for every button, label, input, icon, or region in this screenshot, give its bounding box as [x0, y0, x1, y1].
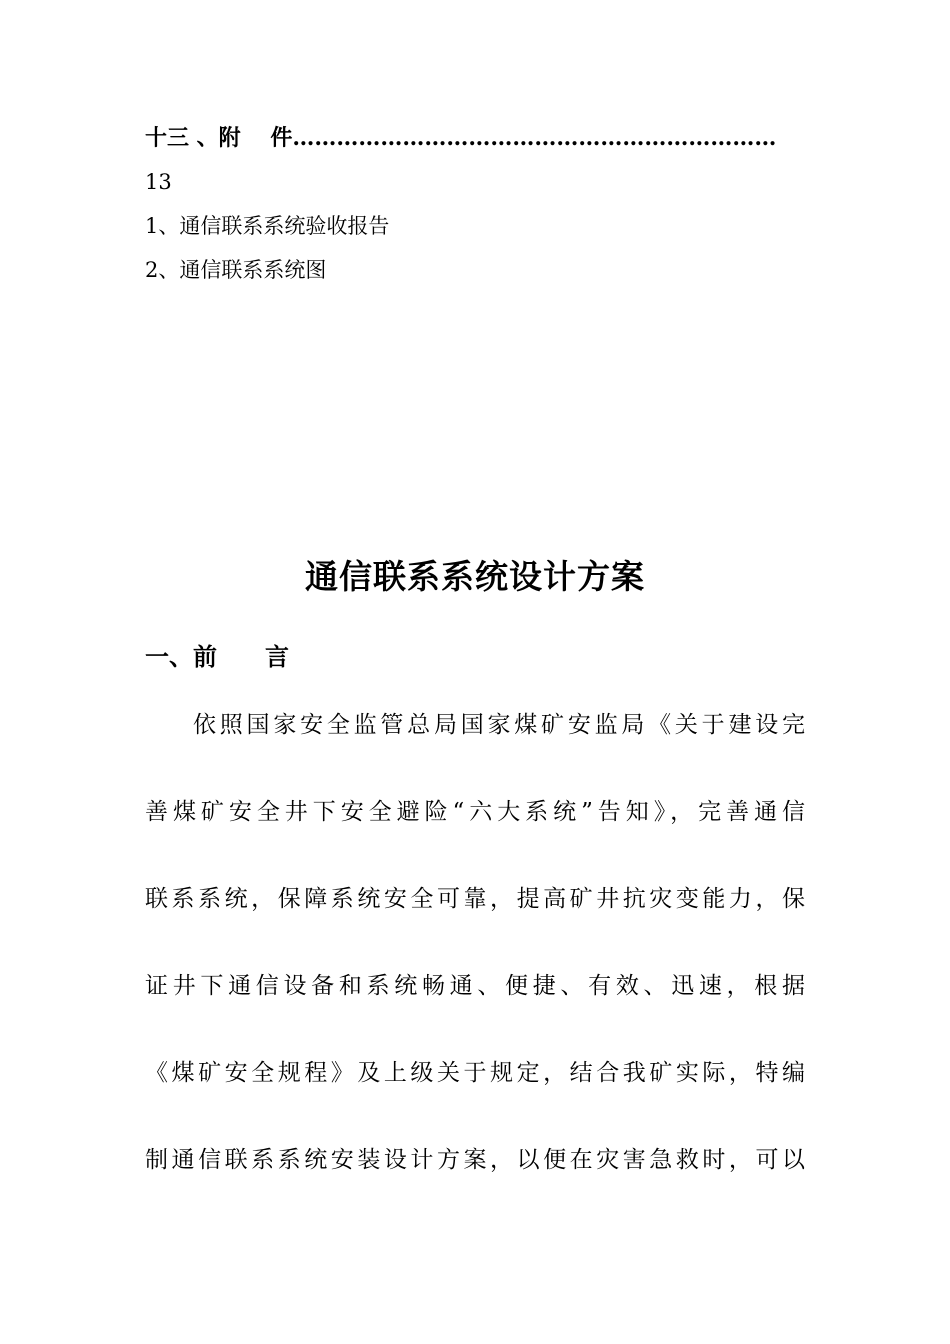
paragraph-line: 善煤矿安全井下安全避险“六大系统”告知》，完善通信 [145, 799, 805, 825]
paragraph-line: 依照国家安全监管总局国家煤矿安监局《关于建设完 [193, 712, 805, 738]
toc-page-number: 13 [145, 170, 172, 194]
paragraph-line: 《煤矿安全规程》及上级关于规定，结合我矿实际，特编 [145, 1060, 805, 1086]
toc-entry-attachments: 十三 、附 件………………………………………………………… [145, 125, 777, 151]
attachment-item: 2、通信联系系统图 [145, 258, 327, 282]
paragraph-line: 证井下通信设备和系统畅通、便捷、有效、迅速，根据 [145, 973, 805, 999]
section-heading-preface: 一、前 言 [145, 642, 289, 671]
attachment-item: 1、通信联系系统验收报告 [145, 214, 390, 238]
paragraph-line: 联系系统，保障系统安全可靠，提高矿井抗灾变能力，保 [145, 886, 805, 912]
paragraph-line: 制通信联系系统安装设计方案，以便在灾害急救时，可以 [145, 1147, 805, 1173]
document-title: 通信联系系统设计方案 [305, 557, 645, 596]
